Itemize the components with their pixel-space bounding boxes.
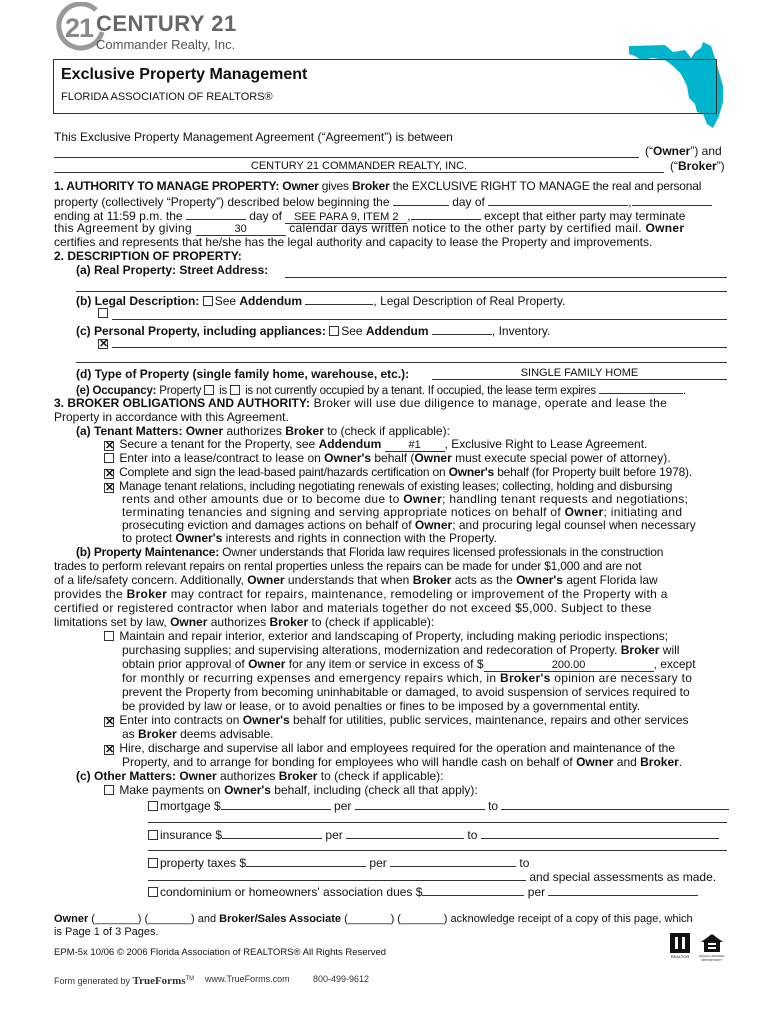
legal-desc-checkbox[interactable] — [98, 308, 108, 318]
logo-number: 21 — [65, 13, 94, 43]
s3b-line4: provides the Broker may contract for repairs, maintenance, remodeling or improvement of the Property with a — [54, 587, 668, 601]
realtor-logo: REALTOR — [668, 933, 692, 961]
begin-year-field[interactable] — [632, 193, 712, 206]
taxes-amount-field[interactable] — [246, 854, 366, 867]
s3c-heading: (c) Other Matters: Owner authorizes Broker to (check if applicable): — [76, 769, 444, 783]
maint-item-1-line4: for monthly or recurring expenses and emergency repairs which, in Broker's opinion are necessary to — [122, 671, 693, 685]
tenant-item-4-line3: terminating tenancies and signing and serving appropriate notices on behalf of Owner; initiating and — [122, 505, 683, 519]
begin-month-field[interactable] — [488, 193, 628, 206]
occupancy-is-checkbox[interactable] — [204, 385, 214, 395]
property-type-field[interactable]: SINGLE FAMILY HOME — [432, 366, 727, 380]
s3b-line3: of a life/safety concern. Additionally, Owner understands that when Broker acts as the Owner's agent Florida law — [54, 573, 658, 587]
s3b-line2: trades to perform relevant repairs on rental properties unless the repairs can be made for under $1,000 and are not — [54, 559, 642, 573]
brand-name: CENTURY 21 — [96, 11, 237, 36]
s3a-heading: (a) Tenant Matters: Owner authorizes Broker to (check if applicable): — [76, 424, 450, 438]
maint-item-3-line1: ✕ Hire, discharge and supervise all labor and employees required for the operation and maintenance of the — [105, 741, 676, 756]
begin-day-field[interactable] — [393, 193, 449, 206]
s3b-line5: certified or registered contractor when labor and materials together do not exceed $5,000. Subject to these — [54, 601, 652, 615]
s1-line3: ending at 11:59 p.m. the day of SEE PARA 9, ITEM 2 , except that either party may terminate — [54, 209, 686, 223]
street-address-field[interactable] — [285, 277, 727, 278]
lead-paint-checkbox[interactable]: ✕ — [105, 468, 115, 480]
owner-tag: (“Owner”) and — [645, 144, 722, 158]
mortgage-checkbox[interactable] — [148, 801, 158, 811]
taxes-row: property taxes $ per to — [148, 854, 529, 870]
tenant-item-2: Enter into a lease/contract to lease on Owner's behalf (Owner must execute special power of attorney). — [104, 451, 671, 465]
trueforms-site: www.TrueForms.com — [205, 974, 290, 984]
maint-item-2-line1: ✕ Enter into contracts on Owner's behalf for utilities, public services, maintenance, repairs and other services — [105, 713, 689, 728]
personal-prop-see-addendum-checkbox[interactable] — [329, 326, 339, 336]
s2d-line: (d) Type of Property (single family home, warehouse, etc.): — [76, 367, 410, 381]
brand-sub: Commander Realty, Inc. — [96, 37, 236, 52]
equal-housing-icon — [700, 933, 724, 953]
s3b-line1: (b) Property Maintenance: Owner understands that Florida law requires licensed professionals in the construction — [76, 545, 664, 559]
insurance-per-field[interactable] — [346, 826, 464, 839]
mortgage-row: mortgage $ per to — [148, 797, 729, 813]
manage-relations-checkbox[interactable]: ✕ — [105, 482, 115, 494]
legal-desc-see-addendum-checkbox[interactable] — [203, 296, 213, 306]
legal-description-field[interactable] — [112, 319, 727, 320]
tenant-item-3: ✕ Complete and sign the lead-based paint/hazards certification on Owner's behalf (for Property built before 1978). — [105, 465, 692, 480]
occupancy-is-not-checkbox[interactable] — [230, 385, 240, 395]
s1-line4: this Agreement by giving 30 calendar days written notice to the other party by certified mail. Owner — [54, 221, 685, 235]
s2b-checkbox-row — [98, 306, 110, 320]
maintain-repair-checkbox[interactable] — [104, 631, 114, 641]
s2c-checkbox-row — [98, 335, 110, 349]
payments-line: Make payments on Owner's behalf, including (check all that apply): — [104, 783, 478, 797]
end-year-field[interactable] — [411, 207, 481, 220]
s2a-label: (a) Real Property: Street Address: — [76, 263, 269, 277]
s3b-line6: limitations set by law, Owner authorizes Broker to (check if applicable): — [54, 615, 435, 629]
s1-line1: 1. AUTHORITY TO MANAGE PROPERTY: Owner gives Broker the EXCLUSIVE RIGHT TO MANAGE the real and personal — [54, 179, 702, 193]
s2e-line: (e) Occupancy: Property is is not currently occupied by a tenant. If occupied, the lease term expires . — [76, 381, 686, 398]
tenant-item-4-line4: prosecuting eviction and damages actions on behalf of Owner; and procuring legal counsel when necessary — [122, 518, 696, 532]
personal-property-line2[interactable] — [76, 362, 727, 363]
personal-property-checkbox[interactable]: ✕ — [99, 338, 109, 350]
ack-line2: is Page 1 of 3 Pages. — [54, 926, 159, 938]
notice-days-field[interactable]: 30 — [196, 223, 286, 236]
condo-dues-checkbox[interactable] — [148, 887, 158, 897]
form-subtitle: FLORIDA ASSOCIATION OF REALTORS® — [61, 91, 273, 103]
s2b-line: (b) Legal Description: See Addendum , Legal Description of Real Property. — [76, 294, 566, 308]
maint-item-1-line1: Maintain and repair interior, exterior and landscaping of Property, including making periodic inspections; — [104, 629, 668, 643]
taxes-to-field[interactable] — [148, 868, 526, 881]
s1-line2: property (collectively “Property”) described below beginning the day of , — [54, 193, 712, 209]
condo-row: condominium or homeowners' association dues $ per — [148, 883, 698, 899]
s2-heading: 2. DESCRIPTION OF PROPERTY: — [54, 249, 242, 263]
owner-name-field[interactable] — [54, 157, 639, 158]
secure-tenant-checkbox[interactable]: ✕ — [105, 440, 115, 452]
s3-heading: 3. BROKER OBLIGATIONS AND AUTHORITY: Broker will use due diligence to manage, operate and lease the — [54, 396, 668, 410]
broker-name-field[interactable]: CENTURY 21 COMMANDER REALTY, INC. — [54, 159, 664, 173]
s1-line5: certifies and represents that he/she has the legal authority and capacity to lease the Property and improvements. — [54, 235, 653, 249]
mortgage-to-field[interactable] — [501, 797, 729, 810]
insurance-row: insurance $ per to — [148, 826, 719, 842]
lease-addendum-number[interactable]: #1 — [385, 439, 445, 452]
insurance-to-field[interactable] — [481, 826, 719, 839]
mortgage-per-field[interactable] — [355, 797, 485, 810]
s3-line2: Property in accordance with this Agreement. — [54, 410, 289, 424]
maint-item-1-line5: prevent the Property from becoming uninhabitable or damaged, to avoid suspension of services required to — [122, 685, 690, 699]
maint-item-1-line3: obtain prior approval of Owner for any item or service in excess of $ 200.00 , except — [122, 657, 696, 671]
s2c-line: (c) Personal Property, including appliances: See Addendum , Inventory. — [76, 324, 551, 338]
copyright: EPM-5x 10/06 © 2006 Florida Association of REALTORS® All Rights Reserved — [54, 947, 387, 958]
taxes-checkbox[interactable] — [148, 858, 158, 868]
enter-lease-checkbox[interactable] — [104, 453, 114, 463]
condo-per-field[interactable] — [548, 883, 698, 896]
trueforms-phone: 800-499-9612 — [313, 974, 370, 984]
maint-item-1-line2: purchasing supplies; and supervising alterations, modernization and redecoration of Property. Broker will — [122, 643, 680, 657]
century21-logo — [52, 2, 282, 56]
taxes-per-field[interactable] — [390, 854, 516, 867]
equal-housing-logo: EQUAL HOUSING OPPORTUNITY — [698, 933, 726, 961]
make-payments-checkbox[interactable] — [104, 785, 114, 795]
maint-item-2-line2: as Broker deems advisable. — [122, 727, 274, 741]
ack-line1: Owner (_______) (_______) and Broker/Sales Associate (_______) (_______) acknowledge receipt of a copy of this page, which — [54, 913, 693, 925]
form-title: Exclusive Property Management — [61, 66, 308, 83]
mortgage-amount-field[interactable] — [221, 797, 331, 810]
tenant-item-4-line5: to protect Owner's interests and rights in connection with the Property. — [122, 531, 497, 545]
maint-item-1-line6: be provided by law or lease, or to avoid penalties or fines to be imposed by a governmental entity. — [122, 699, 641, 713]
end-day-field[interactable] — [186, 207, 246, 220]
trueforms-line: Form generated by TrueForms™ — [54, 975, 195, 987]
broker-tag: (“Broker”) — [670, 159, 725, 173]
condo-amount-field[interactable] — [422, 883, 524, 896]
end-month-field[interactable]: SEE PARA 9, ITEM 2 — [285, 211, 407, 224]
hire-labor-checkbox[interactable]: ✕ — [105, 744, 115, 756]
tenant-item-4-line2: rents and other amounts due or to become due to Owner; handling tenant requests and negotiations; — [122, 492, 689, 506]
insurance-amount-field[interactable] — [222, 826, 322, 839]
taxes-row2: and special assessments as made. — [148, 868, 716, 884]
maint-item-3-line2: Property, and to arrange for bonding for employees who will handle cash on behalf of Owner and Broker. — [122, 755, 683, 769]
tenant-item-1: ✕ Secure a tenant for the Property, see Addendum #1 , Exclusive Right to Lease Agreement. — [105, 437, 648, 452]
approval-amount-field[interactable]: 200.00 — [484, 659, 654, 672]
insurance-line2[interactable] — [148, 850, 727, 851]
personal-property-field[interactable] — [112, 347, 727, 348]
insurance-checkbox[interactable] — [148, 830, 158, 840]
inventory-addendum-number[interactable] — [432, 322, 492, 335]
mortgage-line2[interactable] — [148, 822, 727, 823]
legal-desc-addendum-number[interactable] — [305, 292, 373, 305]
lease-expires-field[interactable] — [599, 381, 683, 394]
contracts-checkbox[interactable]: ✕ — [105, 716, 115, 728]
tenant-item-4-line1: ✕ Manage tenant relations, including negotiating renewals of existing leases; collecting, holding and disbursing — [105, 479, 673, 494]
intro-text: This Exclusive Property Management Agreement (“Agreement”) is between — [54, 130, 453, 144]
